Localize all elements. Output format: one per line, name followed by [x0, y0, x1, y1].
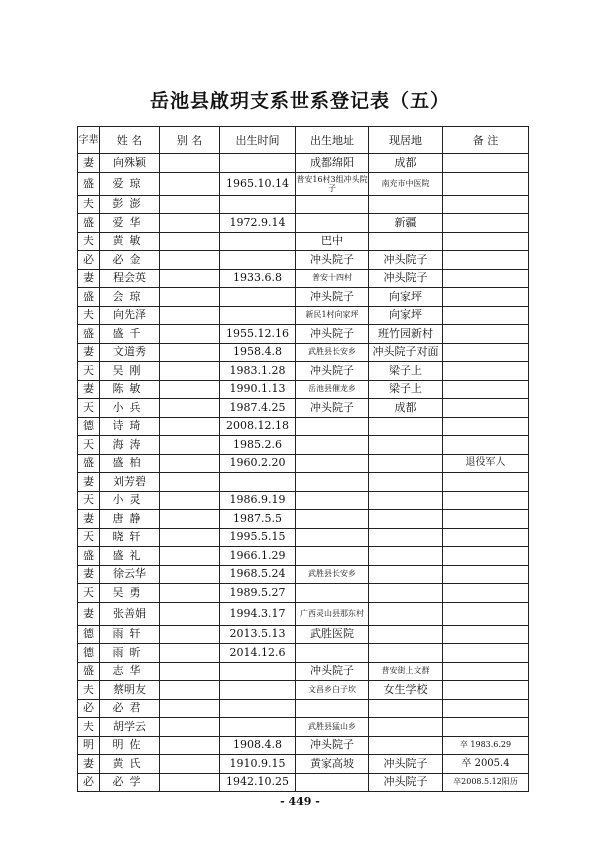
generation-cell: 夫 [78, 195, 100, 214]
birth-place-cell: 文昌乡白子坎 [296, 681, 369, 700]
remarks-cell [443, 602, 529, 625]
birth-time-cell: 1987.4.25 [220, 399, 296, 418]
alias-cell [160, 473, 220, 492]
residence-cell [369, 602, 443, 625]
birth-time-cell: 1983.1.28 [220, 362, 296, 381]
generation-cell: 夫 [78, 681, 100, 700]
residence-cell [369, 491, 443, 510]
name-cell: 必金 [100, 251, 160, 270]
birth-time-cell: 2008.12.18 [220, 417, 296, 436]
alias-cell [160, 602, 220, 625]
residence-cell [369, 625, 443, 644]
generation-cell: 盛 [78, 325, 100, 344]
birth-time-cell: 1960.2.20 [220, 454, 296, 473]
remarks-cell [443, 195, 529, 214]
residence-cell: 冲头院子 [369, 251, 443, 270]
birth-place-cell: 冲头院子 [296, 288, 369, 307]
alias-cell [160, 154, 220, 173]
table-row [78, 288, 529, 307]
table-row [78, 154, 529, 173]
generation-cell: 盛 [78, 214, 100, 233]
birth-time-cell [220, 232, 296, 251]
birth-time-cell [220, 473, 296, 492]
generation-cell: 妻 [78, 473, 100, 492]
residence-cell: 普安街上文群 [369, 662, 443, 681]
birth-time-cell: 1985.2.6 [220, 436, 296, 455]
name-cell: 必君 [100, 699, 160, 718]
remarks-cell: 退役军人 [443, 454, 529, 473]
remarks-cell [443, 325, 529, 344]
generation-cell: 妻 [78, 602, 100, 625]
residence-cell: 冲头院子 [369, 755, 443, 774]
name-cell: 爱琼 [100, 172, 160, 195]
alias-cell [160, 399, 220, 418]
birth-place-cell [296, 510, 369, 529]
birth-time-cell: 1958.4.8 [220, 343, 296, 362]
table-row [78, 547, 529, 566]
remarks-cell [443, 399, 529, 418]
table-row [78, 251, 529, 270]
name-cell: 唐静 [100, 510, 160, 529]
remarks-cell [443, 362, 529, 381]
generation-cell: 天 [78, 362, 100, 381]
birth-place-cell [296, 195, 369, 214]
remarks-cell [443, 718, 529, 737]
table-row [78, 399, 529, 418]
birth-time-cell [220, 699, 296, 718]
birth-time-cell: 1910.9.15 [220, 755, 296, 774]
birth-time-cell [220, 306, 296, 325]
alias-cell [160, 681, 220, 700]
header-generation: 字辈 [78, 127, 100, 154]
residence-cell [369, 195, 443, 214]
residence-cell [369, 644, 443, 663]
table-row [78, 306, 529, 325]
birth-place-cell: 冲头院子 [296, 399, 369, 418]
residence-cell: 向家坪 [369, 306, 443, 325]
birth-time-cell: 1955.12.16 [220, 325, 296, 344]
name-cell: 小灵 [100, 491, 160, 510]
residence-cell: 成都 [369, 399, 443, 418]
remarks-cell [443, 644, 529, 663]
birth-place-cell: 普安十四村 [296, 269, 369, 288]
table-row [78, 699, 529, 718]
birth-place-cell: 冲头院子 [296, 325, 369, 344]
generation-cell: 妻 [78, 510, 100, 529]
alias-cell [160, 454, 220, 473]
remarks-cell [443, 491, 529, 510]
remarks-cell [443, 380, 529, 399]
residence-cell [369, 454, 443, 473]
name-cell: 黄敏 [100, 232, 160, 251]
remarks-cell [443, 343, 529, 362]
remarks-cell [443, 154, 529, 173]
alias-cell [160, 251, 220, 270]
name-cell: 晓轩 [100, 528, 160, 547]
birth-time-cell: 1942.10.25 [220, 773, 296, 792]
birth-time-cell: 2014.12.6 [220, 644, 296, 663]
birth-place-cell [296, 454, 369, 473]
remarks-cell [443, 473, 529, 492]
name-cell: 向先泽 [100, 306, 160, 325]
name-cell: 向殊颖 [100, 154, 160, 173]
generation-cell: 妻 [78, 380, 100, 399]
generation-cell: 明 [78, 736, 100, 755]
birth-place-cell: 冲头院子 [296, 251, 369, 270]
generation-cell: 夫 [78, 718, 100, 737]
birth-place-cell: 冲头院子 [296, 736, 369, 755]
birth-time-cell: 1965.10.14 [220, 172, 296, 195]
name-cell: 吴刚 [100, 362, 160, 381]
alias-cell [160, 195, 220, 214]
birth-time-cell: 1995.5.15 [220, 528, 296, 547]
table-row [78, 662, 529, 681]
birth-place-cell [296, 699, 369, 718]
birth-place-cell: 广西灵山县那东村 [296, 602, 369, 625]
name-cell: 陈敏 [100, 380, 160, 399]
remarks-cell [443, 306, 529, 325]
residence-cell [369, 417, 443, 436]
residence-cell: 冲头院子对面 [369, 343, 443, 362]
name-cell: 吴勇 [100, 584, 160, 603]
alias-cell [160, 172, 220, 195]
name-cell: 会琼 [100, 288, 160, 307]
table-row [78, 172, 529, 195]
birth-time-cell: 1966.1.29 [220, 547, 296, 566]
alias-cell [160, 362, 220, 381]
birth-time-cell: 1972.9.14 [220, 214, 296, 233]
birth-place-cell: 武胜县长安乡 [296, 565, 369, 584]
table-row [78, 195, 529, 214]
generation-cell: 天 [78, 399, 100, 418]
genealogy-table [77, 126, 529, 792]
name-cell: 爱华 [100, 214, 160, 233]
generation-cell: 德 [78, 625, 100, 644]
birth-place-cell [296, 644, 369, 663]
generation-cell: 天 [78, 528, 100, 547]
remarks-cell [443, 547, 529, 566]
alias-cell [160, 773, 220, 792]
alias-cell [160, 565, 220, 584]
alias-cell [160, 662, 220, 681]
alias-cell [160, 288, 220, 307]
name-cell: 明佐 [100, 736, 160, 755]
name-cell: 程会英 [100, 269, 160, 288]
table-row [78, 362, 529, 381]
residence-cell: 成都 [369, 154, 443, 173]
name-cell: 志华 [100, 662, 160, 681]
generation-cell: 德 [78, 417, 100, 436]
residence-cell [369, 699, 443, 718]
residence-cell [369, 584, 443, 603]
birth-place-cell [296, 473, 369, 492]
name-cell: 海涛 [100, 436, 160, 455]
remarks-cell [443, 269, 529, 288]
name-cell: 盛柏 [100, 454, 160, 473]
birth-place-cell [296, 417, 369, 436]
name-cell: 黄氏 [100, 755, 160, 774]
birth-time-cell: 1908.4.8 [220, 736, 296, 755]
table-row [78, 436, 529, 455]
birth-place-cell: 巴中 [296, 232, 369, 251]
generation-cell: 德 [78, 644, 100, 663]
birth-place-cell [296, 491, 369, 510]
alias-cell [160, 718, 220, 737]
generation-cell: 妻 [78, 269, 100, 288]
table-row [78, 584, 529, 603]
birth-time-cell [220, 681, 296, 700]
residence-cell: 冲头院子 [369, 773, 443, 792]
birth-place-cell [296, 528, 369, 547]
birth-place-cell: 成都绵阳 [296, 154, 369, 173]
alias-cell [160, 232, 220, 251]
generation-cell: 必 [78, 699, 100, 718]
name-cell: 张善娟 [100, 602, 160, 625]
remarks-cell: 卒 1983.6.29 [443, 736, 529, 755]
alias-cell [160, 510, 220, 529]
generation-cell: 盛 [78, 288, 100, 307]
name-cell: 盛千 [100, 325, 160, 344]
name-cell: 胡学云 [100, 718, 160, 737]
generation-cell: 天 [78, 436, 100, 455]
remarks-cell [443, 662, 529, 681]
birth-place-cell: 岳池县催龙乡 [296, 380, 369, 399]
residence-cell [369, 510, 443, 529]
remarks-cell [443, 232, 529, 251]
name-cell: 小兵 [100, 399, 160, 418]
remarks-cell [443, 510, 529, 529]
alias-cell [160, 644, 220, 663]
remarks-cell [443, 417, 529, 436]
birth-place-cell: 冲头院子 [296, 362, 369, 381]
birth-time-cell: 1987.5.5 [220, 510, 296, 529]
alias-cell [160, 436, 220, 455]
name-cell: 蔡明友 [100, 681, 160, 700]
generation-cell: 盛 [78, 172, 100, 195]
birth-place-cell: 武胜县猛山乡 [296, 718, 369, 737]
table-row [78, 380, 529, 399]
birth-time-cell [220, 718, 296, 737]
table-row [78, 718, 529, 737]
residence-cell [369, 473, 443, 492]
residence-cell [369, 232, 443, 251]
alias-cell [160, 306, 220, 325]
generation-cell: 天 [78, 491, 100, 510]
remarks-cell [443, 436, 529, 455]
table-row [78, 602, 529, 625]
table-row [78, 214, 529, 233]
residence-cell: 南充市中医院 [369, 172, 443, 195]
generation-cell: 妻 [78, 565, 100, 584]
table-row [78, 473, 529, 492]
remarks-cell [443, 625, 529, 644]
page-title: 岳池县啟玥支系世系登记表（五） [149, 90, 450, 112]
name-cell: 盛礼 [100, 547, 160, 566]
remarks-cell: 卒2008.5.12阳历 [443, 773, 529, 792]
generation-cell: 盛 [78, 547, 100, 566]
name-cell: 诗琦 [100, 417, 160, 436]
remarks-cell [443, 288, 529, 307]
birth-time-cell [220, 251, 296, 270]
residence-cell [369, 718, 443, 737]
birth-time-cell [220, 288, 296, 307]
alias-cell [160, 625, 220, 644]
alias-cell [160, 736, 220, 755]
alias-cell [160, 755, 220, 774]
birth-place-cell: 黄家高坡 [296, 755, 369, 774]
alias-cell [160, 547, 220, 566]
table-row [78, 491, 529, 510]
residence-cell: 梁子上 [369, 362, 443, 381]
header-name: 姓 名 [100, 127, 160, 154]
table-row [78, 773, 529, 792]
table-row [78, 528, 529, 547]
table-row [78, 325, 529, 344]
header-remarks: 备 注 [443, 127, 529, 154]
alias-cell [160, 214, 220, 233]
name-cell: 必学 [100, 773, 160, 792]
table-row [78, 269, 529, 288]
generation-cell: 夫 [78, 306, 100, 325]
birth-place-cell [296, 584, 369, 603]
birth-time-cell: 1994.3.17 [220, 602, 296, 625]
remarks-cell [443, 251, 529, 270]
residence-cell [369, 565, 443, 584]
header-birth-time: 出生时间 [220, 127, 296, 154]
birth-time-cell [220, 195, 296, 214]
alias-cell [160, 417, 220, 436]
table-row [78, 565, 529, 584]
name-cell: 雨昕 [100, 644, 160, 663]
generation-cell: 妻 [78, 343, 100, 362]
residence-cell: 梁子上 [369, 380, 443, 399]
birth-place-cell: 冲头院子 [296, 662, 369, 681]
alias-cell [160, 380, 220, 399]
page-number: - 449 - [280, 795, 320, 808]
birth-place-cell [296, 773, 369, 792]
residence-cell: 冲头院子 [369, 269, 443, 288]
residence-cell: 向家坪 [369, 288, 443, 307]
alias-cell [160, 699, 220, 718]
birth-place-cell: 武胜县长安乡 [296, 343, 369, 362]
table-row [78, 417, 529, 436]
residence-cell: 女生学校 [369, 681, 443, 700]
alias-cell [160, 269, 220, 288]
remarks-cell [443, 172, 529, 195]
table-row [78, 454, 529, 473]
header-row [78, 127, 529, 154]
generation-cell: 妻 [78, 154, 100, 173]
residence-cell: 班竹园新村 [369, 325, 443, 344]
residence-cell [369, 736, 443, 755]
generation-cell: 必 [78, 251, 100, 270]
name-cell: 雨轩 [100, 625, 160, 644]
birth-place-cell: 武胜医院 [296, 625, 369, 644]
table-row [78, 343, 529, 362]
residence-cell [369, 436, 443, 455]
birth-place-cell [296, 436, 369, 455]
table-row [78, 232, 529, 251]
birth-time-cell [220, 662, 296, 681]
alias-cell [160, 528, 220, 547]
generation-cell: 妻 [78, 755, 100, 774]
alias-cell [160, 584, 220, 603]
birth-time-cell: 1968.5.24 [220, 565, 296, 584]
name-cell: 彭澎 [100, 195, 160, 214]
remarks-cell [443, 214, 529, 233]
table-row [78, 510, 529, 529]
header-birth-place: 出生地址 [296, 127, 369, 154]
residence-cell [369, 528, 443, 547]
remarks-cell [443, 699, 529, 718]
table-row [78, 644, 529, 663]
generation-cell: 必 [78, 773, 100, 792]
birth-place-cell: 普安16村3组冲头院子 [296, 172, 369, 195]
remarks-cell [443, 584, 529, 603]
residence-cell [369, 547, 443, 566]
name-cell: 文道秀 [100, 343, 160, 362]
remarks-cell [443, 528, 529, 547]
table-row [78, 681, 529, 700]
birth-time-cell: 1986.9.19 [220, 491, 296, 510]
birth-time-cell: 1933.6.8 [220, 269, 296, 288]
birth-time-cell: 1989.5.27 [220, 584, 296, 603]
birth-time-cell: 2013.5.13 [220, 625, 296, 644]
generation-cell: 盛 [78, 454, 100, 473]
birth-time-cell [220, 154, 296, 173]
name-cell: 刘芳碧 [100, 473, 160, 492]
birth-time-cell: 1990.1.13 [220, 380, 296, 399]
birth-place-cell: 新民1村向家坪 [296, 306, 369, 325]
generation-cell: 夫 [78, 232, 100, 251]
alias-cell [160, 343, 220, 362]
table-row [78, 625, 529, 644]
birth-place-cell [296, 547, 369, 566]
birth-place-cell [296, 214, 369, 233]
alias-cell [160, 325, 220, 344]
remarks-cell [443, 565, 529, 584]
table-row [78, 736, 529, 755]
generation-cell: 盛 [78, 662, 100, 681]
residence-cell: 新疆 [369, 214, 443, 233]
remarks-cell: 卒 2005.4 [443, 755, 529, 774]
table-row [78, 755, 529, 774]
name-cell: 徐云华 [100, 565, 160, 584]
remarks-cell [443, 681, 529, 700]
alias-cell [160, 491, 220, 510]
header-residence: 现居地 [369, 127, 443, 154]
header-alias: 别 名 [160, 127, 220, 154]
generation-cell: 天 [78, 584, 100, 603]
